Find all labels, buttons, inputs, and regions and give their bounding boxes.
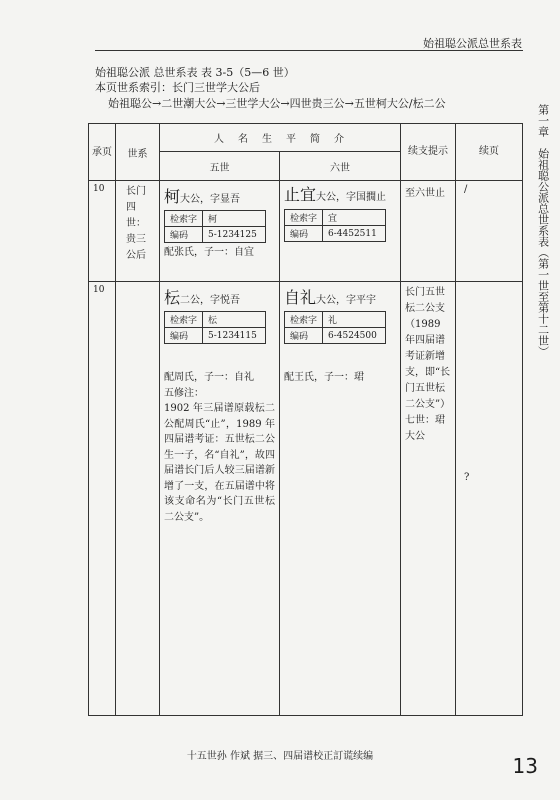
header-xuye: 续页 (456, 124, 523, 181)
person-name: 柯 (164, 187, 181, 206)
person-name: 自礼 (284, 288, 317, 307)
spouse-notes: 配王氏，子一：珺 (284, 372, 364, 383)
row1-shixi: 长门四世：贵三公后 (116, 181, 160, 282)
code-label: 编码 (165, 328, 203, 344)
code-value: 5-1234115 (203, 328, 266, 344)
index-label: 检索字 (165, 211, 203, 227)
index-value: 宜 (323, 210, 386, 226)
row1-xuye: / (456, 181, 523, 282)
header-gen5: 五世 (160, 152, 280, 181)
header-chengye: 承页 (89, 124, 116, 181)
next-gen-note: 七世：珺大公 (405, 415, 445, 442)
header-xuzhi: 续支提示 (401, 124, 456, 181)
header-biography: 人 名 生 平 简 介 (160, 124, 401, 152)
row2-gen6 (280, 282, 401, 716)
row1-xuzhi: 至六世止 (401, 181, 456, 282)
row1-gen6 (280, 181, 401, 282)
row1-chengye: 10 (89, 181, 116, 282)
section-label: 始祖聪公派总世系表（第一世至第十二世） (536, 148, 550, 357)
table-title: 始祖聪公派 总世系表 表 3-5（5—6 世） (95, 66, 295, 79)
index-label: 检索字 (285, 312, 323, 328)
spouse-notes: 配张氏，子一：自宜 (164, 247, 254, 258)
table-row (89, 282, 523, 716)
person-intro: 大公，字国撊止 (316, 192, 387, 203)
table-row (89, 181, 523, 282)
spouse-notes: 配周氏，子一：自礼 (164, 372, 254, 383)
row1-gen5 (160, 181, 280, 282)
code-label: 编码 (285, 328, 323, 344)
code-label: 编码 (285, 226, 323, 242)
lineage-path: 始祖聪公→二世潮大公→三世学大公→四世贵三公→五世柯大公/枟二公 (108, 97, 446, 110)
index-line: 本页世系索引：长门三世学大公后 (95, 81, 260, 94)
index-box (164, 311, 266, 344)
index-value: 枟 (203, 312, 266, 328)
index-value: 柯 (203, 211, 266, 227)
code-label: 编码 (165, 227, 203, 243)
person-name: 止宜 (284, 185, 317, 204)
remark-text: 1902 年三届谱原载枟二公配周氏“止”，1989 年四届谱考证：五世枟二公生一子，名“自礼”，故四届谱长门后人较三届谱新增了一支，在五届谱中将该支命名为“长门五世枟二公支”。 (164, 403, 275, 523)
row2-xuye: ? (456, 282, 523, 716)
person-name: 枟 (164, 288, 181, 307)
row2-chengye: 10 (89, 282, 116, 716)
index-box (284, 209, 386, 242)
footer-credit: 十五世孙 作斌 据三、四届谱校正訂谎续编 (186, 751, 374, 762)
index-box (284, 311, 386, 344)
code-value: 5-1234125 (203, 227, 266, 243)
code-value: 6-4452511 (323, 226, 386, 242)
person-intro: 二公，字悦吾 (180, 295, 241, 306)
index-label: 检索字 (165, 312, 203, 328)
branch-note: 长门五世枟二公支（1989 年四届谱考证新增支，即“长门五世枟二公支”） (405, 287, 451, 410)
header-rule (95, 50, 523, 51)
genealogy-table (88, 123, 523, 716)
person-intro: 大公，字平宇 (316, 295, 377, 306)
header-gen6: 六世 (280, 152, 401, 181)
index-box (164, 210, 266, 243)
header-shixi: 世系 (116, 124, 160, 181)
index-value: 礼 (323, 312, 386, 328)
row2-xuzhi (401, 282, 456, 716)
chapter-label: 第一章 (536, 104, 550, 137)
row2-gen5 (160, 282, 280, 716)
code-value: 6-4524500 (323, 328, 386, 344)
index-label: 检索字 (285, 210, 323, 226)
person-intro: 大公，字显吾 (180, 194, 241, 205)
page-number: 13 (512, 754, 538, 778)
row2-shixi (116, 282, 160, 716)
remark-title: 五修注： (164, 387, 204, 399)
running-header: 始祖聪公派总世系表 (423, 37, 522, 50)
